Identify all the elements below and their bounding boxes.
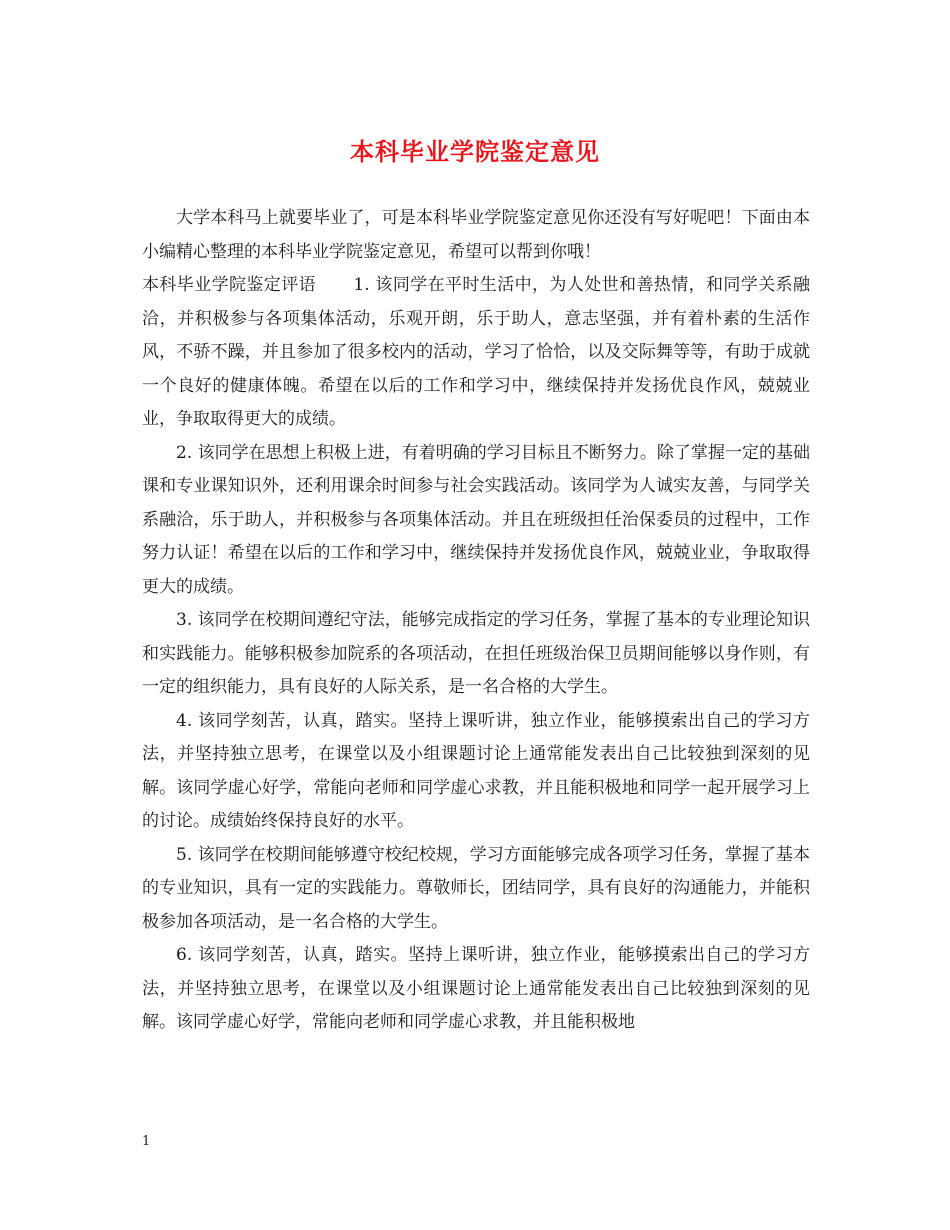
comment-paragraph-1: [142, 269, 810, 437]
intro-paragraph: 大学本科马上就要毕业了，可是本科毕业学院鉴定意见你还没有写好呢吧！下面由本小编精心整理的本科毕业学院鉴定意见，希望可以帮到你哦！: [142, 208, 810, 262]
comment-paragraph-6: 6. 该同学刻苦，认真，踏实。坚持上课听讲，独立作业，能够摸索出自己的学习方法，并坚持独立思考，在课堂以及小组课题讨论上通常能发表出自己比较独到深刻的见解。该同学虚心好学，常能向老师和同学虚心求教，并且能积极地: [142, 945, 810, 1032]
page-number: 1: [142, 1134, 151, 1149]
comment-paragraph-2: 2. 该同学在思想上积极上进，有着明确的学习目标且不断努力。除了掌握一定的基础课和专业课知识外，还利用课余时间参与社会实践活动。该同学为人诚实友善，与同学关系融洽，乐于助人，并积极参与各项集体活动。并且在班级担任治保委员的过程中，工作努力认证！希望在以后的工作和学习中，继续保持并发扬优良作风，兢兢业业，争取取得更大的成绩。: [142, 442, 810, 597]
comment-1-text: 1. 该同学在平时生活中，为人处世和善热情，和同学关系融洽，并积极参与各项集体活动，乐观开朗，乐于助人，意志坚强，并有着朴素的生活作风，不骄不躁，并且参加了很多校内的活动，学习了恰恰，以及交际舞等等，有助于成就一个良好的健康体魄。希望在以后的工作和学习中，继续保持并发扬优良作风，兢兢业业，争取取得更大的成绩。: [142, 275, 811, 429]
section-label: 本科毕业学院鉴定评语: [142, 275, 316, 295]
comment-paragraph-5: 5. 该同学在校期间能够遵守校纪校规，学习方面能够完成各项学习任务，掌握了基本的专业知识，具有一定的实践能力。尊敬师长，团结同学，具有良好的沟通能力，并能积极参加各项活动，是一名合格的大学生。: [142, 844, 810, 932]
comment-paragraph-4: 4. 该同学刻苦，认真，踏实。坚持上课听讲，独立作业，能够摸索出自己的学习方法，并坚持独立思考，在课堂以及小组课题讨论上通常能发表出自己比较独到深刻的见解。该同学虚心好学，常能向老师和同学虚心求教，并且能积极地和同学一起开展学习上的讨论。成绩始终保持良好的水平。: [142, 710, 810, 831]
comment-paragraph-3: 3. 该同学在校期间遵纪守法，能够完成指定的学习任务，掌握了基本的专业理论知识和实践能力。能够积极参加院系的各项活动，在担任班级治保卫员期间能够以身作则，有一定的组织能力，具有良好的人际关系，是一名合格的大学生。: [142, 610, 810, 697]
document-title: 本科毕业学院鉴定意见: [350, 137, 600, 166]
document-body: [142, 202, 810, 1040]
